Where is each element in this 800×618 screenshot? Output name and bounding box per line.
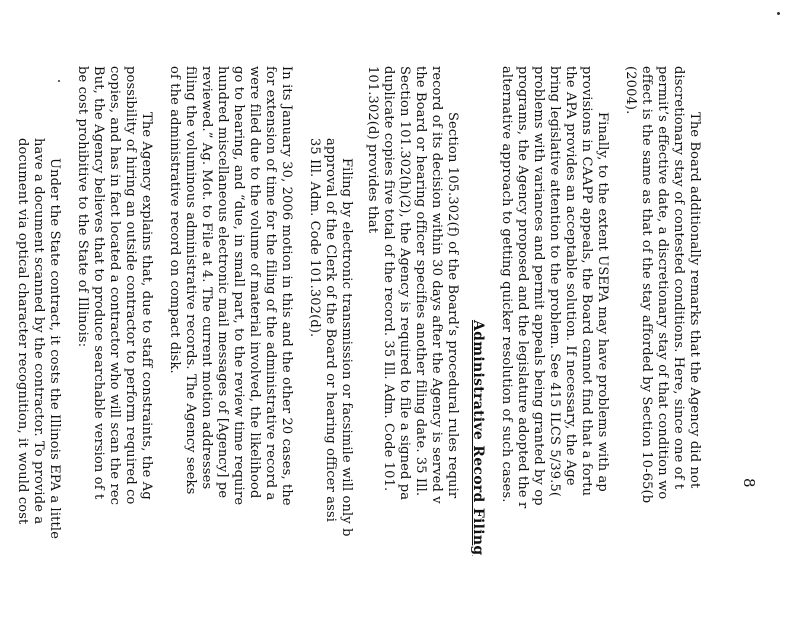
text-line: record of its decision within 30 days after the Agency is served v — [429, 66, 444, 504]
text-line: the APA provides an acceptable solution. If necessary, the Age — [563, 66, 578, 486]
quote-line: Under the State contract, it costs the Illinois EPA a little — [47, 158, 62, 540]
text-line: Section 101.302(h)(2), the Agency is required to file a signed pa — [397, 66, 412, 501]
text-line: duplicate copies five total of the record. 35 Ill. Adm. Code 101. — [381, 66, 396, 492]
quote-line: approval of the Clerk of the Board or hearing officer assi — [323, 138, 338, 523]
text-line: possibility of hiring an outside contractor to perform required co — [123, 66, 138, 505]
text-line: of the administrative record on compact disk. — [167, 66, 182, 374]
text-line: hundred miscellaneous electronic mail messages of [Agency] pe — [215, 66, 230, 499]
quote-line: 35 Ill. Adm. Code 101.302(d). — [307, 138, 322, 338]
text-line: Finally, to the extent USEPA may have problems with ap — [595, 112, 610, 492]
text-line: programs, the Agency proposed and the legislature adopted the r — [515, 66, 530, 509]
text-line: permit’s effective date, a discretionary stay of that condition wo — [655, 66, 670, 500]
text-line: alternative approach to getting quicker resolution of such cases. — [499, 66, 514, 503]
text-line: (2004). — [623, 66, 638, 115]
text-line: But, the Agency believes that to produce searchable version of t — [91, 66, 106, 500]
text-line: go to hearing, and “due, in small part, to the review time require — [231, 66, 246, 506]
quote-line: have a document scanned by the contractor. To provide a — [31, 138, 46, 525]
text-line: The Board additionally remarks that the Agency did not — [687, 112, 702, 489]
text-line: discretionary stay of contested conditions. Here, since one of t — [671, 66, 686, 490]
scan-speck — [58, 80, 60, 82]
text-line: the Board or hearing officer specifies another filing date. 35 Ill. — [413, 66, 428, 497]
text-line: reviewed.” Ag. Mot. to File at 4. The current motion addresses — [199, 66, 214, 490]
section-heading: Administrative Record Filing — [470, 320, 486, 556]
text-line: The Agency explains that, due to staff constraints, the Ag — [139, 112, 154, 500]
page-number: 8 — [740, 478, 758, 488]
text-line: 101.302(d) provides that — [365, 66, 380, 234]
text-line: problems with variances and permit appeals being granted by op — [531, 66, 546, 506]
quote-line: Filing by electronic transmission or facsimile will only b — [339, 158, 354, 537]
text-line: were filed due to the volume of material involved, the likelihood — [247, 66, 262, 499]
text-line: effect is the same as that of the stay afforded by Section 10-65(b — [639, 66, 654, 504]
text-line: bring legislative attention to the problem. See 415 ILCS 5/39.5( — [547, 66, 562, 498]
text-line: In its January 30, 2006 motion in this and the other 20 cases, the — [279, 66, 294, 506]
text-line: provisions in CAAPP appeals, the Board cannot find that a fortu — [579, 66, 594, 497]
scan-speck — [777, 12, 780, 15]
text-line: for extension of time for the filing of the administrative record a — [263, 66, 278, 501]
text-line: filing the voluminous administrative records. The Agency seeks — [183, 66, 198, 495]
quote-line: document via optical character recognition, it would cost — [15, 138, 30, 525]
text-line: be cost prohibitive to the State of Illinois: — [75, 66, 90, 348]
text-line: copies, and has in fact located a contractor who will scan the rec — [107, 66, 122, 506]
text-line: Section 105.302(f) of the Board’s procedural rules requir — [445, 112, 460, 499]
